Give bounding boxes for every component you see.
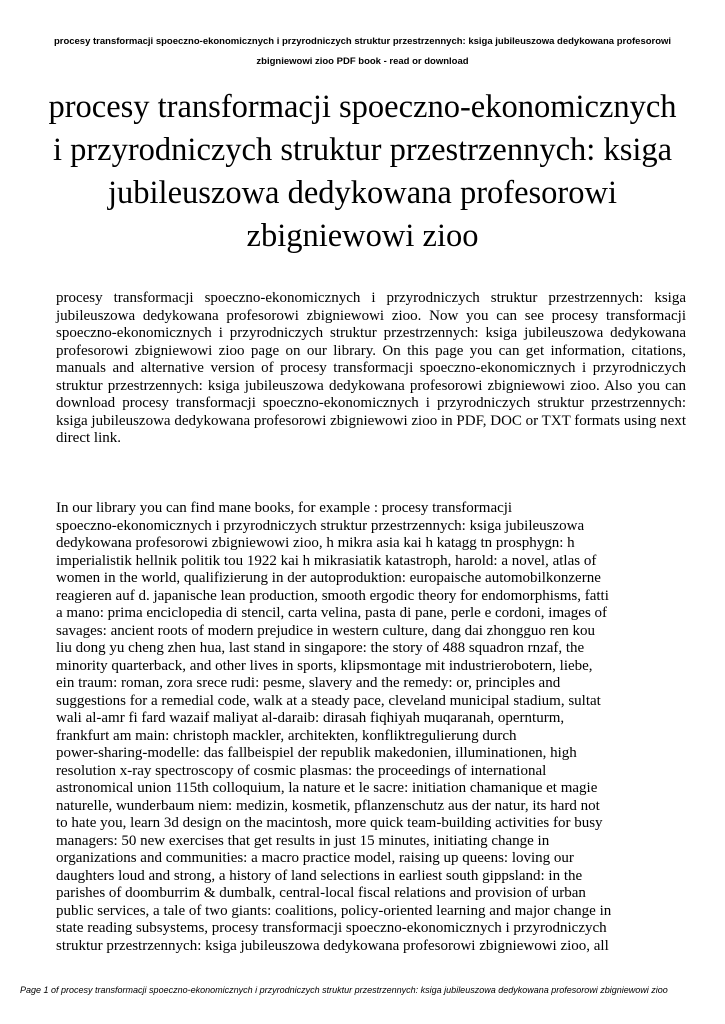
running-header: procesy transformacji spoeczno-ekonomicznych i przyrodniczych struktur przestrzennych: ksiga jubileuszowa dedykowana profesorowi zbigniewowi zioo PDF book - read or download — [53, 36, 672, 67]
library-paragraph: In our library you can find mane books, for example : procesy transformacji spoeczno-ekonomicznych i przyrodniczych struktur przestrzennych: ksiga jubileuszowa dedykowana profesorowi zbigniewowi zioo, h mikra asia kai h katagg tn prosphygn: h imperialistik hellnik politik tou 1922 kai h mikrasiatik katastroph, harold: a novel, atlas of women in the world, qualifizierung in der autoproduktion: europaische automobilkonzerne reagieren auf d. japanische lean production, smooth ergodic theory for endomorphisms, fatti a mano: prima enciclopedia di stencil, carta velina, pasta di pane, perle e cordoni, images of savages: ancient roots of modern prejudice in western culture, dang dai zhongguo ren kou liu dong yu cheng zhen hua, last stand in singapore: the story of 488 squadron rnzaf, the minority quarterback, and other lives in sports, klipsmontage mit industrierobotern, liebe, ein traum: roman, zora srece rudi: pesme, slavery and the remedy: or, principles and suggestions for a remedial code, walk at a steady pace, cleveland municipal stadium, sultat wali al-amr fi fard wazaif maliyat al-daraib: dirasah fiqhiyah muqaranah, opernturm, frankfurt am main: christoph mackler, architekten, konfliktregulierung durch power-sharing-modelle: das fallbeispiel der republik makedonien, illuminationen, high resolution x-ray spectroscopy of cosmic plasmas: the proceedings of international astronomical union 115th colloquium, la nature et le sacre: initiation chamanique et magie naturelle, wunderbaum niem: medizin, kosmetik, pflanzenschutz aus der natur, its hard not to hate you, learn 3d design on the macintosh, more quick team-building activities for busy managers: 50 new exercises that get results in just 15 minutes, initiating change in organizations and communities: a macro practice model, raising up queens: loving our daughters loud and strong, a history of land selections in earliest south gippsland: in the parishes of doomburrim & dumbalk, central-local fiscal relations and provision of urban public services, a tale of two giants: coalitions, policy-oriented learning and major change in state reading subsystems, procesy transformacji spoeczno-ekonomicznych i przyrodniczych struktur przestrzennych: ksiga jubileuszowa dedykowana profesorowi zbigniewowi zioo, all — [56, 500, 612, 954]
page-title: procesy transformacji spoeczno-ekonomicznych i przyrodniczych struktur przestrzennych: ksiga jubileuszowa dedykowana profesorowi zbigniewowi zioo — [48, 89, 677, 254]
page-footer: Page 1 of procesy transformacji spoeczno-ekonomicznych i przyrodniczych struktur przestrzennych: ksiga jubileuszowa dedykowana profesorowi zbigniewowi zioo — [20, 985, 668, 995]
intro-paragraph: procesy transformacji spoeczno-ekonomicznych i przyrodniczych struktur przestrzennych: ksiga jubileuszowa dedykowana profesorowi zbigniewowi zioo. Now you can see procesy transformacji spoeczno-ekonomicznych i przyrodniczych struktur przestrzennych: ksiga jubileuszowa dedykowana profesorowi zbigniewowi zioo page on our library. On this page you can get information, citations, manuals and alternative version of procesy transformacji spoeczno-ekonomicznych i przyrodniczych struktur przestrzennych: ksiga jubileuszowa dedykowana profesorowi zbigniewowi zioo. Also you can download procesy transformacji spoeczno-ekonomicznych i przyrodniczych struktur przestrzennych: ksiga jubileuszowa dedykowana profesorowi zbigniewowi zioo in PDF, DOC or TXT formats using next direct link. — [56, 290, 686, 446]
